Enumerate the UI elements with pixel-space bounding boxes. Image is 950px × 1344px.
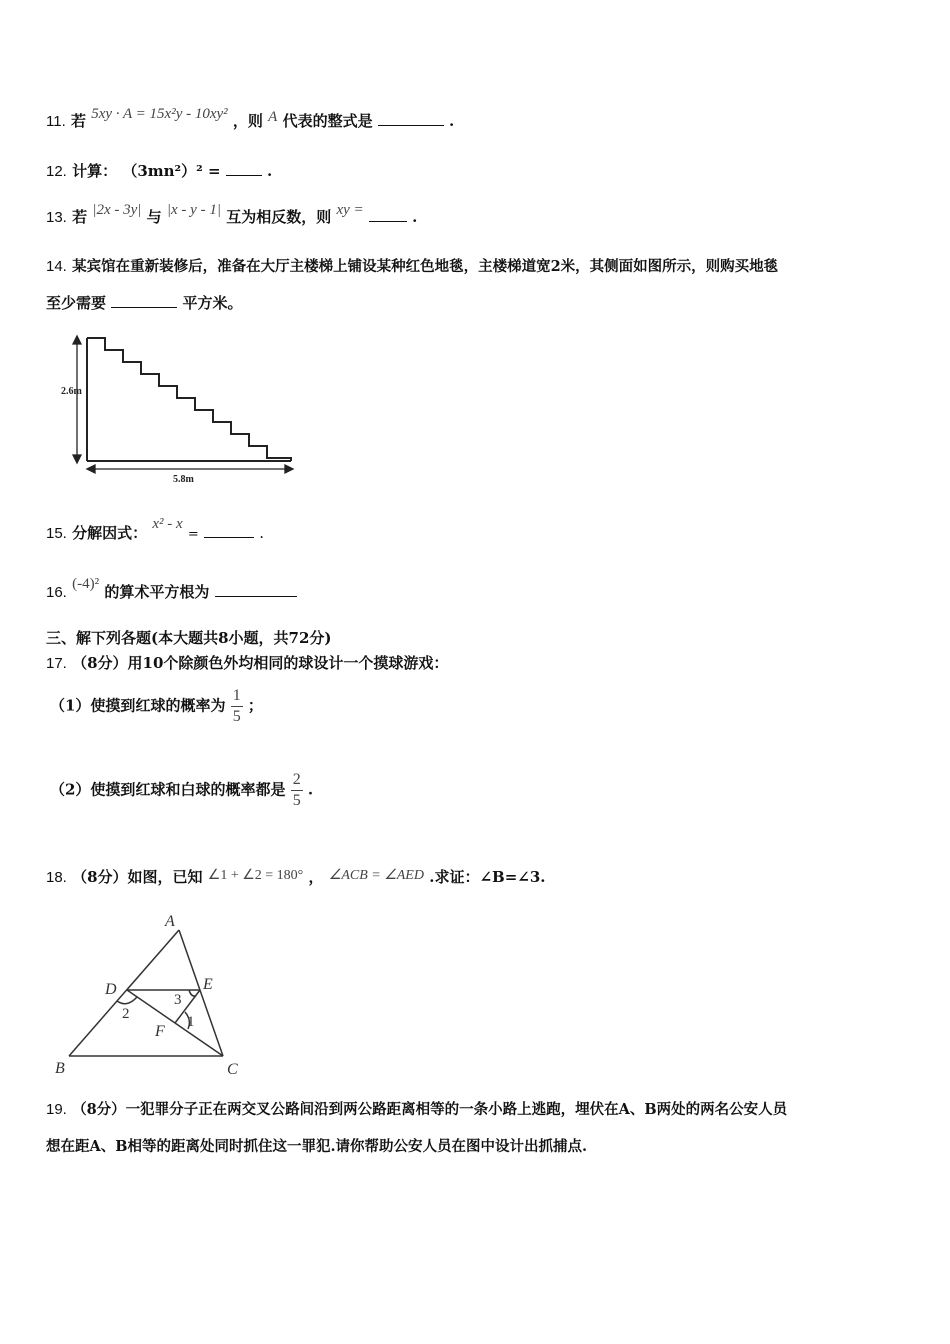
question-14-line2	[46, 292, 243, 313]
arrow-head	[285, 465, 293, 473]
question-text: 平方米。	[182, 294, 243, 312]
question-text: 分解因式：	[72, 524, 148, 542]
denominator: 5	[292, 792, 301, 809]
punctuation: ，	[308, 868, 324, 886]
question-text: 代表的整式是	[282, 112, 373, 130]
question-text: 某宾馆在重新装修后，准备在大厅主楼梯上铺设某种红色地毯，主楼梯道宽2米，其侧面如图所示，则购买地毯	[72, 258, 779, 275]
label-1: 1	[187, 1014, 195, 1030]
formula: 5xy · A = 15x²y - 10xy²	[91, 106, 228, 122]
expression: |x - y - 1|	[166, 202, 221, 218]
punctuation: .	[307, 780, 314, 799]
arrow-head	[73, 336, 81, 344]
variable: A	[268, 109, 278, 125]
question-text: （8分）如图，已知	[72, 868, 203, 886]
question-text: （1）使摸到红球的概率为	[50, 696, 226, 715]
question-text: .求证：∠B=∠3.	[429, 868, 546, 886]
staircase-figure	[55, 330, 300, 485]
staircase-outline	[87, 338, 291, 461]
expression: x² - x	[152, 516, 183, 532]
question-text: 计算：	[72, 162, 118, 180]
question-text: ，则	[232, 112, 263, 130]
question-17	[46, 652, 448, 673]
question-15	[46, 516, 265, 543]
question-17-part-2	[50, 770, 313, 811]
answer-blank	[215, 582, 297, 597]
expression: xy =	[336, 202, 364, 218]
period: .	[266, 162, 273, 180]
question-text: 想在距A、B相等的距离处同时抓住这一罪犯.请你帮助公安人员在图中设计出抓捕点.	[46, 1138, 588, 1155]
segment-AC	[179, 930, 223, 1056]
question-19	[46, 1098, 787, 1119]
answer-blank	[111, 293, 177, 308]
question-number: 18.	[46, 869, 67, 886]
question-number: 12.	[46, 163, 67, 180]
answer-blank	[204, 523, 254, 538]
label-F: F	[155, 1023, 165, 1040]
label-A: A	[165, 913, 175, 930]
label-E: E	[203, 976, 213, 993]
question-12	[46, 160, 272, 181]
answer-blank	[369, 207, 407, 222]
expression: |2x - 3y|	[92, 202, 142, 218]
question-text: 若	[72, 208, 88, 226]
question-text: 的算术平方根为	[104, 583, 210, 601]
question-16	[46, 576, 297, 602]
question-number: 15.	[46, 525, 67, 542]
period: .	[449, 112, 455, 130]
equals: =	[207, 162, 221, 180]
label-3: 3	[174, 992, 182, 1008]
question-number: 16.	[46, 584, 67, 601]
question-text: 互为相反数，则	[226, 208, 332, 226]
question-text: 至少需要	[46, 294, 107, 312]
denominator: 5	[232, 708, 241, 725]
fraction	[291, 770, 303, 811]
question-19-line2	[46, 1135, 587, 1156]
question-number: 11.	[46, 113, 66, 130]
question-text: 若	[70, 112, 86, 130]
arrow-head	[87, 465, 95, 473]
question-text: （8分）用10个除颜色外均相同的球设计一个摸球游戏：	[72, 654, 449, 672]
question-14	[46, 255, 778, 276]
answer-blank	[226, 161, 262, 176]
arrow-head	[73, 455, 81, 463]
angle-3-arc	[189, 990, 196, 996]
label-B: B	[55, 1060, 65, 1077]
section-heading: 三、解下列各题(本大题共8小题，共72分)	[46, 629, 332, 647]
period: .	[259, 524, 265, 542]
fraction	[231, 686, 243, 727]
height-label: 2.6m	[61, 386, 82, 397]
question-17-part-1	[50, 686, 263, 727]
punctuation: ；	[247, 696, 263, 715]
question-text: （2）使摸到红球和白球的概率都是	[50, 780, 286, 799]
label-D: D	[105, 981, 117, 998]
question-11	[46, 106, 455, 131]
condition-2: ∠ACB = ∠AED	[328, 868, 424, 883]
expression: (-4)²	[72, 576, 100, 592]
numerator: 1	[231, 686, 243, 707]
triangle-figure	[45, 908, 265, 1083]
question-text: 与	[146, 208, 162, 226]
label-C: C	[227, 1061, 238, 1078]
question-number: 13.	[46, 209, 67, 226]
question-18	[46, 866, 545, 887]
expression: （3mn²）²	[122, 162, 203, 180]
width-label: 5.8m	[173, 474, 194, 485]
question-number: 17.	[46, 655, 67, 672]
numerator: 2	[291, 770, 303, 791]
question-number: 19.	[46, 1101, 67, 1118]
condition-1: ∠1 + ∠2 = 180°	[207, 868, 304, 883]
period: .	[412, 208, 418, 226]
equals: =	[187, 527, 199, 542]
answer-blank	[378, 111, 444, 126]
question-number: 14.	[46, 258, 67, 275]
label-2: 2	[122, 1006, 130, 1022]
question-text: （8分）一犯罪分子正在两交叉公路间沿到两公路距离相等的一条小路上逃跑，埋伏在A、B两处的两名公安人员	[72, 1101, 788, 1118]
question-13	[46, 202, 418, 227]
